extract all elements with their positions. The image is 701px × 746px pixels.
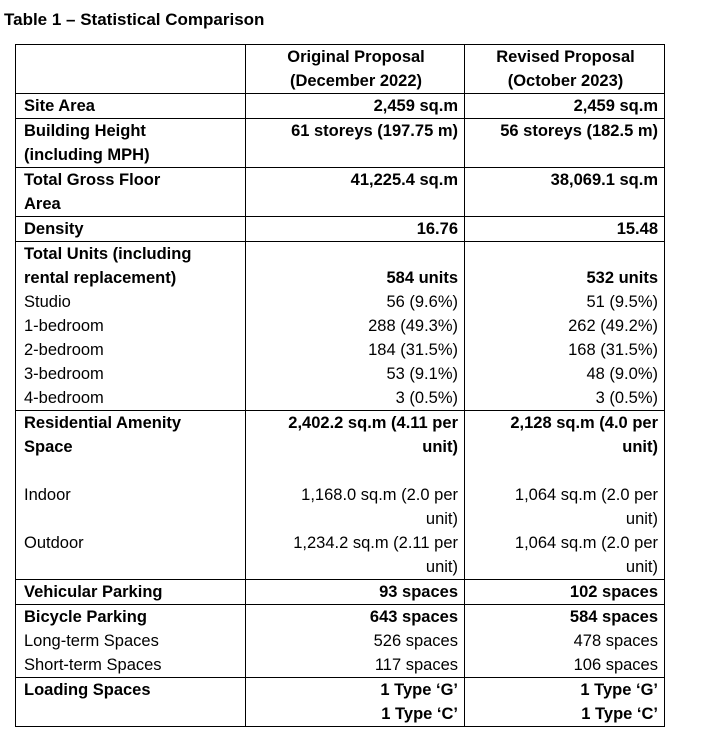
row-label-line: Total Units (including [24,245,192,263]
revised-value: 56 storeys (182.5 m) [465,119,665,168]
revised-value [465,531,665,580]
original-value: 184 (31.5%) [246,338,465,362]
revised-value-line: unit) [622,438,658,456]
table-row [16,580,665,605]
row-label: 4-bedroom [16,386,246,411]
row-label-line: rental replacement) [24,269,177,287]
row-label: 3-bedroom [16,362,246,386]
table-row [16,605,665,630]
revised-value: 262 (49.2%) [465,314,665,338]
original-value: 288 (49.3%) [246,314,465,338]
original-value [246,531,465,580]
header-revised-title: Revised Proposal [496,48,635,66]
original-value-text: 584 units [386,269,458,287]
row-label: Site Area [16,94,246,119]
row-label-line: Total Gross Floor [24,171,161,189]
table-row [16,119,665,168]
table-row [16,678,665,727]
table-row [16,242,665,291]
header-revised-date: (October 2023) [507,72,624,90]
original-value: 41,225.4 sq.m [246,168,465,217]
original-value-line: 1,234.2 sq.m (2.11 per [293,534,458,552]
revised-value: 51 (9.5%) [465,290,665,314]
original-value-line: unit) [425,558,458,576]
original-value [246,483,465,531]
table-row [16,290,665,314]
row-label [16,242,246,291]
revised-value-line: 1 Type ‘C’ [581,705,658,723]
row-label [16,411,246,484]
table-row [16,217,665,242]
row-label: Long-term Spaces [16,629,246,653]
revised-value [465,242,665,291]
revised-value: 168 (31.5%) [465,338,665,362]
original-value-line: 2,402.2 sq.m (4.11 per [288,414,458,432]
revised-value-line: 1,064 sq.m (2.0 per [514,534,658,552]
revised-value-line: 2,128 sq.m (4.0 per [510,414,658,432]
header-original-date: (December 2022) [289,72,423,90]
revised-value [465,678,665,727]
original-value: 3 (0.5%) [246,386,465,411]
table-title: Table 1 – Statistical Comparison [4,10,265,29]
revised-value: 2,459 sq.m [465,94,665,119]
original-value-line: 1 Type ‘G’ [380,681,458,699]
original-value: 643 spaces [246,605,465,630]
row-label-line: Area [24,195,61,213]
revised-value-text: 532 units [586,269,658,287]
header-original [246,45,465,94]
row-label [16,119,246,168]
revised-value-line: unit) [625,558,658,576]
row-label-line: (including MPH) [24,146,150,164]
original-value: 117 spaces [246,653,465,678]
header-revised [465,45,665,94]
table-row [16,653,665,678]
header-empty-cell [16,45,246,94]
revised-value: 48 (9.0%) [465,362,665,386]
table-row [16,411,665,484]
statistical-comparison-table [15,44,665,727]
revised-value: 106 spaces [465,653,665,678]
row-label-line: Space [24,438,73,456]
table-row [16,386,665,411]
row-label: Bicycle Parking [16,605,246,630]
table-row [16,338,665,362]
revised-value-line: 1 Type ‘G’ [580,681,658,699]
revised-value: 102 spaces [465,580,665,605]
original-value: 93 spaces [246,580,465,605]
table-row [16,94,665,119]
original-value-line: unit) [425,510,458,528]
original-value: 53 (9.1%) [246,362,465,386]
row-label [16,168,246,217]
revised-value [465,483,665,531]
table-row [16,483,665,531]
row-label: Outdoor [16,531,246,580]
revised-value-line: 1,064 sq.m (2.0 per [514,486,658,504]
original-value: 526 spaces [246,629,465,653]
row-label: 1-bedroom [16,314,246,338]
revised-value [465,411,665,484]
table-row [16,168,665,217]
revised-value: 38,069.1 sq.m [465,168,665,217]
original-value: 16.76 [246,217,465,242]
row-label-line: Residential Amenity [24,414,182,432]
header-row [16,45,665,94]
revised-value: 584 spaces [465,605,665,630]
revised-value: 15.48 [465,217,665,242]
row-label: Loading Spaces [16,678,246,727]
row-label: 2-bedroom [16,338,246,362]
original-value [246,242,465,291]
revised-value: 3 (0.5%) [465,386,665,411]
original-value-line: 1,168.0 sq.m (2.0 per [301,486,458,504]
row-label: Short-term Spaces [16,653,246,678]
table-row [16,629,665,653]
revised-value: 478 spaces [465,629,665,653]
row-label: Vehicular Parking [16,580,246,605]
original-value [246,678,465,727]
table-row [16,531,665,580]
row-label: Studio [16,290,246,314]
original-value: 56 (9.6%) [246,290,465,314]
row-label: Density [16,217,246,242]
table-row [16,362,665,386]
revised-value-line: unit) [625,510,658,528]
row-label: Indoor [16,483,246,531]
original-value: 2,459 sq.m [246,94,465,119]
original-value-line: 1 Type ‘C’ [381,705,458,723]
original-value [246,411,465,484]
original-value: 61 storeys (197.75 m) [246,119,465,168]
table-row [16,314,665,338]
row-label-line: Building Height [24,122,146,140]
header-original-title: Original Proposal [287,48,425,66]
original-value-line: unit) [422,438,458,456]
